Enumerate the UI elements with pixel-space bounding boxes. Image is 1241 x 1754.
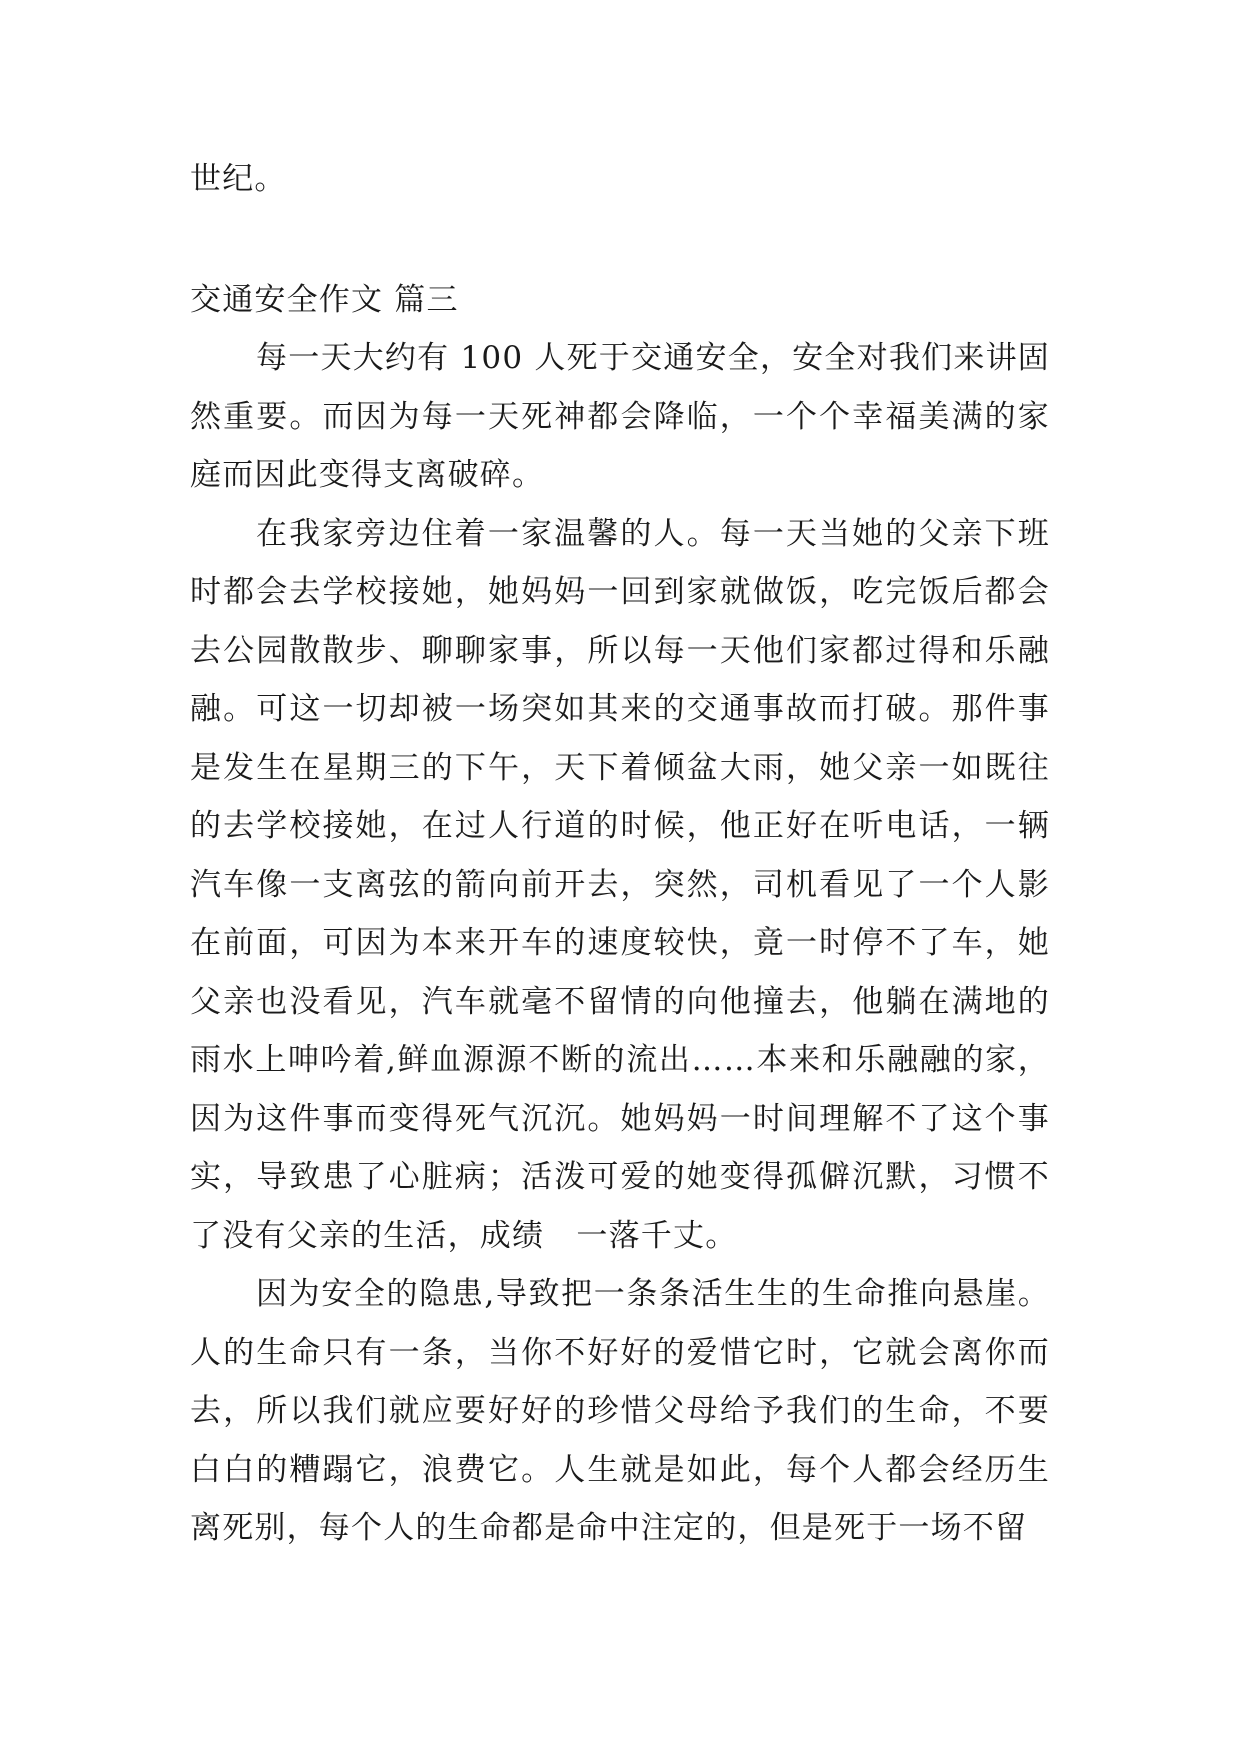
continuation-text: 世纪。 — [190, 161, 287, 197]
section-heading: 交通安全作文 篇三 — [190, 281, 459, 318]
paragraph-1: 每一天大约有 100 人死于交通安全，安全对我们来讲固然重要。而因为每一天死神都会降临，一个个幸福美满的家庭而因此变得支离破碎。 — [190, 340, 1050, 493]
paragraph-2: 在我家旁边住着一家温馨的人。每一天当她的父亲下班时都会去学校接她，她妈妈一回到家就做饭，吃完饭后都会去公园散散步、聊聊家事，所以每一天他们家都过得和乐融融。可这一切却被一场突如其来的交通事故而打破。那件事是发生在星期三的下午，天下着倾盆大雨，她父亲一如既往的去学校接她，在过人行道的时候，他正好在听电话，一辆汽车像一支离弦的箭向前开去，突然，司机看见了一个人影在前面，可因为本来开车的速度较快，竟一时停不了车，她父亲也没看见，汽车就毫不留情的向他撞去，他躺在满地的雨水上呻吟着,鲜血源源不断的流出……本来和乐融融的家，因为这件事而变得死气沉沉。她妈妈一时间理解不了这个事实，导致患了心脏病；活泼可爱的她变得孤僻沉默，习惯不了没有父亲的生活，成绩 一落千丈。 — [190, 515, 1050, 1254]
document-page — [190, 150, 1050, 1558]
paragraph-3: 因为安全的隐患,导致把一条条活生生的生命推向悬崖。人的生命只有一条，当你不好好的爱惜它时，它就会离你而去，所以我们就应要好好的珍惜父母给予我们的生命，不要白白的糟蹋它，浪费它。人生就是如此，每个人都会经历生离死别，每个人的生命都是命中注定的，但是死于一场不留 — [190, 1276, 1050, 1546]
